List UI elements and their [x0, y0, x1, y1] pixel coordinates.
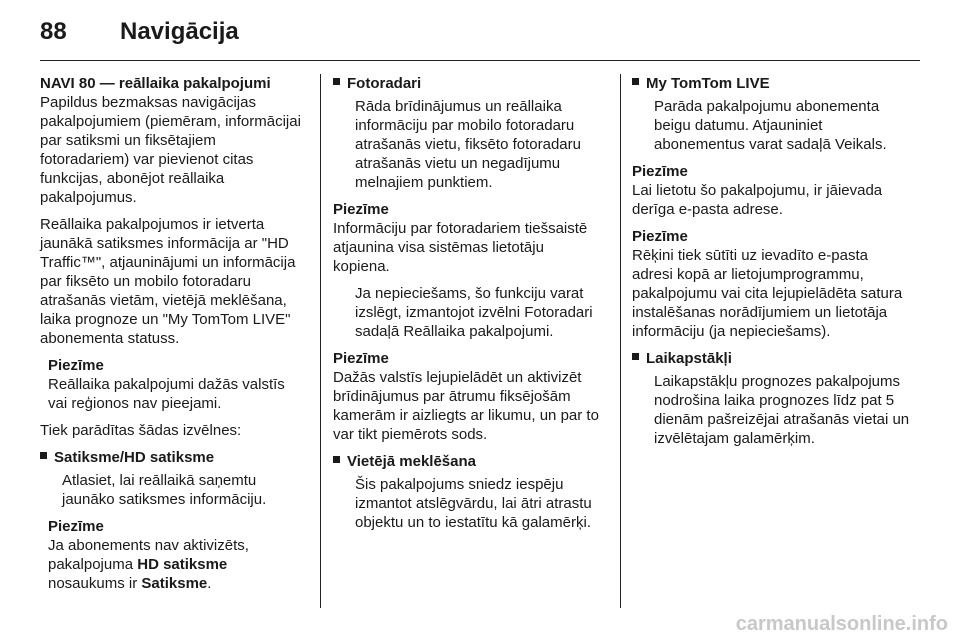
bullet-title: Vietējā meklēšana: [347, 453, 476, 470]
note-invoices: [632, 227, 912, 341]
bullet-traffic: [40, 448, 308, 467]
header-rule: [40, 60, 920, 61]
paragraph-intro: Papildus bezmaksas navigācijas pakalpojumiem (piemēram, informācijai par satiksmi un fiksētajiem fotoradariem) var pievienot citas funkcijas, abonējot reāllaika pakalpojumus.: [40, 94, 301, 206]
bullet-text: Parāda pakalpojumu abonementa beigu datumu. Atjauniniet abonementus varat sadaļā Veikals.: [654, 98, 887, 153]
note-title: Piezīme: [333, 201, 389, 218]
bullet-text: Laikapstākļu prognozes pakalpojums nodrošina laika prognozes līdz pat 5 dienām pašreizējai atrašanās vietai un izvēlētajam galamērķim.: [654, 373, 910, 447]
bullet-speed-cameras: [333, 74, 603, 93]
bullet-title: Satiksme/HD satiksme: [54, 449, 215, 466]
column-2: [333, 74, 603, 540]
column-divider-2: [620, 74, 621, 608]
bullet-square-icon: [632, 78, 639, 85]
column-3: [632, 74, 912, 456]
note-availability: [48, 356, 308, 413]
bullet-title: Laikapstākļi: [646, 350, 732, 367]
note-title: Piezīme: [632, 163, 688, 180]
page-header: [40, 14, 920, 54]
note-bold-part: HD satiksme: [137, 556, 228, 573]
note-text-part: Ja abonements nav aktivizēts, pakalpojuma: [48, 537, 249, 573]
column-1: [40, 74, 308, 601]
bullet-square-icon: [632, 353, 639, 360]
bullet-text: Rāda brīdinājumus un reāllaika informāciju par mobilo fotoradaru atrašanās vietu, fiksēto fotoradaru atrašanās vietu un negadījumu melnajiem punktiem.: [355, 98, 581, 191]
bullet-local-search: [333, 452, 603, 471]
note-title: Piezīme: [632, 228, 688, 245]
bullet-title: Fotoradari: [347, 75, 422, 92]
section-title: Navigācija: [120, 18, 239, 45]
bullet-square-icon: [333, 456, 340, 463]
note-title: Piezīme: [48, 357, 104, 374]
note-text: Rēķini tiek sūtīti uz ievadīto e-pasta adresi kopā ar lietojumprogrammu, pakalpojumu vai cita lejupielādēta satura instalēšanas norādījumiem un lietotāja informāciju (ja nepieciešams).: [632, 247, 903, 340]
menus-intro: Tiek parādītas šādas izvēlnes:: [40, 422, 242, 439]
bullet-text: Šis pakalpojums sniedz iespēju izmantot atslēgvārdu, lai ātri atrastu objektu un to iestatītu kā galamērķi.: [355, 476, 592, 531]
note-title: Piezīme: [333, 350, 389, 367]
note-text: Lai lietotu šo pakalpojumu, ir jāievada derīga e-pasta adrese.: [632, 182, 883, 218]
note-text: [48, 536, 308, 593]
note-text: Dažās valstīs lejupielādēt un aktivizēt brīdinājumus par ātrumu fiksējošām kamerām ir aizliegts ar likumu, un par to var tikt piemērots sods.: [333, 369, 599, 443]
bullet-text: Atlasiet, lai reāllaikā saņemtu jaunāko satiksmes informāciju.: [62, 472, 267, 508]
note-bold-part: Satiksme: [141, 575, 208, 592]
bullet-weather: [632, 349, 912, 368]
note-camera-community: [333, 200, 603, 276]
note-text-part: nosaukums ir: [48, 575, 142, 592]
note-text: Informāciju par fotoradariem tiešsaistē atjaunina visa sistēmas lietotāju kopiena.: [333, 220, 588, 275]
bullet-square-icon: [40, 452, 47, 459]
watermark: carmanualsonline.info: [735, 613, 948, 635]
bullet-my-tomtom-live: [632, 74, 912, 93]
indented-text: Ja nepieciešams, šo funkciju varat izslēgt, izmantojot izvēlni Fotoradari sadaļā Reāllaika pakalpojumi.: [355, 285, 593, 340]
article-heading: NAVI 80 — reāllaika pakalpojumi: [40, 75, 271, 92]
page-number: 88: [40, 18, 67, 45]
note-traffic: [48, 517, 308, 593]
note-text: Reāllaika pakalpojumi dažās valstīs vai reģionos nav pieejami.: [48, 376, 285, 412]
note-title: Piezīme: [48, 518, 104, 535]
paragraph-services: Reāllaika pakalpojumos ir ietverta jaunākā satiksmes informācija ar "HD Traffic™", atjauninājumi un informācija par fiksēto un mobilo fotoradaru atrašanās vietām, vietējā meklēšana, laika prognoze un "My TomTom LIVE" abonementa statuss.: [40, 216, 296, 347]
bullet-square-icon: [333, 78, 340, 85]
column-divider-1: [320, 74, 321, 608]
note-text-part: .: [207, 575, 212, 592]
note-email: [632, 162, 912, 219]
bullet-title: My TomTom LIVE: [646, 75, 770, 92]
note-camera-legal: [333, 349, 603, 444]
